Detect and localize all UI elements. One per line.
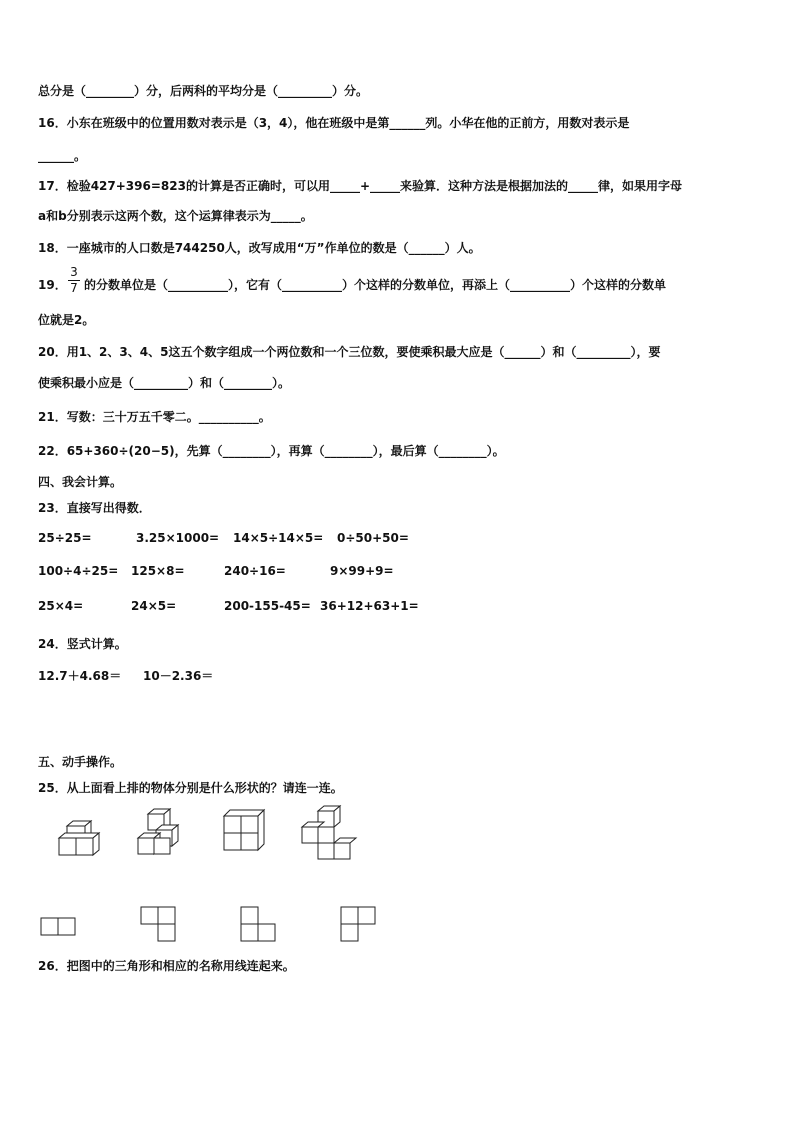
fraction-three-sevenths (68, 266, 80, 295)
oral-calc-2-2: 125×8= (131, 564, 185, 578)
oral-calc-1-2: 3.25×1000= (136, 531, 220, 545)
top-view-shape-c (240, 906, 276, 944)
fraction-denominator: 7 (70, 281, 78, 295)
oral-calc-3-1: 25×4= (38, 599, 84, 613)
top-view-shape-d (340, 906, 376, 944)
section-5-heading: 五、动手操作。 (38, 755, 123, 769)
question-16-line-1: 16．小东在班级中的位置用数对表示是（3，4），他在班级中是第______列。小华在他的正前方，用数对表示是 (38, 116, 630, 130)
oral-calc-3-3: 200-155-45= (224, 599, 311, 613)
question-25: 25．从上面看上排的物体分别是什么形状的？请连一连。 (38, 781, 343, 795)
top-view-shape-b (140, 906, 176, 944)
cube-stack-figure-4 (298, 805, 356, 861)
question-23: 23．直接写出得数． (38, 501, 151, 515)
question-26: 26．把图中的三角形和相应的名称用线连起来。 (38, 959, 295, 973)
question-16-line-2: ______。 (38, 149, 87, 163)
oral-calc-2-1: 100÷4÷25= (38, 564, 119, 578)
question-21: 21．写数：三十万五千零二。__________。 (38, 410, 271, 424)
vertical-calc-1: 12.7＋4.68＝ (38, 669, 122, 683)
question-17-line-2: a和b分别表示这两个数，这个运算律表示为_____。 (38, 209, 313, 223)
oral-calc-1-1: 25÷25= (38, 531, 92, 545)
oral-calc-3-2: 24×5= (131, 599, 177, 613)
question-19-number: 19． (38, 278, 67, 292)
oral-calc-1-3: 14×5÷14×5= (233, 531, 324, 545)
question-20-line-2: 使乘积最小应是（_________）和（________）。 (38, 376, 291, 390)
question-22: 22．65+360÷(20−5)，先算（________），再算（________），最后算（________）。 (38, 444, 505, 458)
fraction-numerator: 3 (70, 265, 78, 279)
vertical-calc-2: 10－2.36＝ (143, 669, 214, 683)
cube-stack-figure-1 (55, 820, 105, 860)
oral-calc-1-4: 0÷50+50= (337, 531, 409, 545)
top-view-shape-a (40, 915, 76, 937)
oral-calc-3-4: 36+12+63+1= (320, 599, 419, 613)
question-20-line-1: 20．用1、2、3、4、5这五个数字组成一个两位数和一个三位数，要使乘积最大应是（______）和（_________），要 (38, 345, 661, 359)
answer-blank-line: 总分是（________）分，后两科的平均分是（_________）分。 (38, 84, 369, 98)
question-24: 24．竖式计算。 (38, 637, 127, 651)
question-17-line-1: 17．检验427+396=823的计算是否正确时，可以用_____+_____来验算．这种方法是根据加法的_____律，如果用字母 (38, 179, 683, 193)
question-19-line-1: 的分数单位是（__________），它有（__________）个这样的分数单位，再添上（__________）个这样的分数单 (84, 278, 667, 292)
cube-stack-figure-3 (220, 808, 272, 860)
cube-stack-figure-2 (136, 808, 188, 860)
question-18: 18．一座城市的人口数是744250人，改写成用“万”作单位的数是（______）人。 (38, 241, 481, 255)
section-4-heading: 四、我会计算。 (38, 475, 123, 489)
question-19-line-2: 位就是2。 (38, 313, 95, 327)
oral-calc-2-4: 9×99+9= (330, 564, 394, 578)
oral-calc-2-3: 240÷16= (224, 564, 286, 578)
